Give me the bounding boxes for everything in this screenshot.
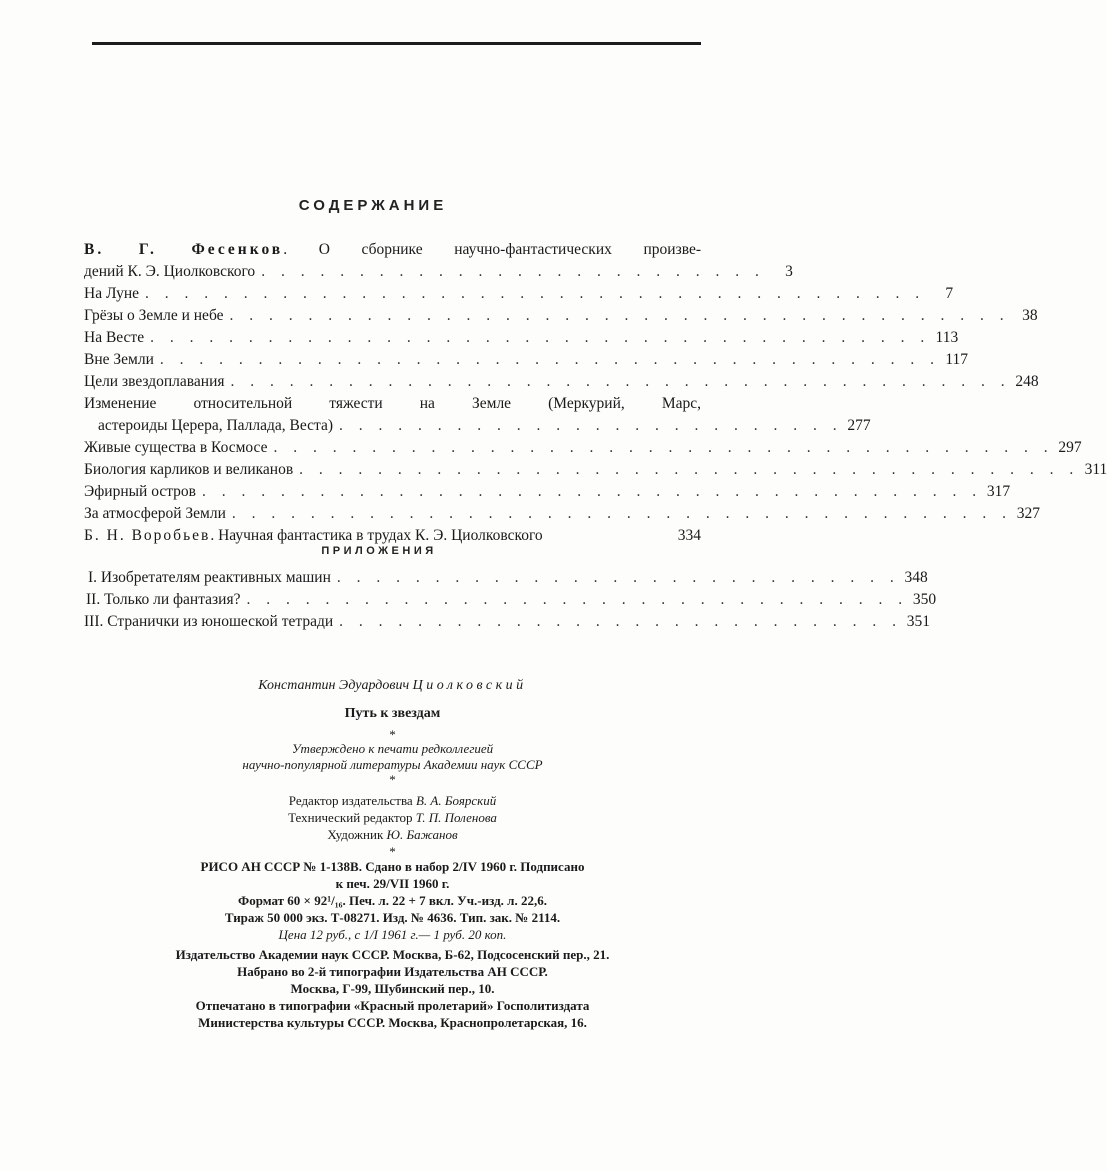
appendix-title: I. Изобретателям реактивных машин [88, 569, 331, 586]
toc-entry-gravity-cont [84, 415, 871, 437]
appendix-title: III. Странички из юношеской тетради [84, 613, 334, 630]
toc-entry-vorobev [84, 525, 701, 547]
toc-entry [84, 437, 1082, 459]
toc-entry-fesenkov [84, 239, 701, 261]
appendix-heading: ПРИЛОЖЕНИЯ [321, 545, 437, 557]
leader-dots: . . . . . . . . . . . . . . . . . . . . . . . . . . . . . . . . . . . . . . . . [299, 461, 1080, 478]
appendix-entry [84, 589, 937, 611]
price-line: Цена 12 руб., с 1/I 1961 г.— 1 руб. 20 коп. [278, 927, 507, 942]
editor-line [84, 792, 701, 809]
table-of-contents [84, 239, 1107, 547]
toc-entry [84, 283, 954, 305]
leader-dots: . . . . . . . . . . . . . . . . . . . . . . . . . . [339, 417, 843, 434]
toc-author: Б. Н. Воробьев [84, 527, 211, 544]
leader-dots: . . . . . . . . . . . . . . . . . . . . . . . . . . . . . . . . . . . . . . . . [150, 329, 931, 346]
toc-title: Эфирный остров [84, 483, 196, 500]
toc-entry-gravity [84, 393, 701, 415]
appendix-entry [84, 611, 931, 633]
tech-editor-line [84, 809, 701, 826]
appendix-list [84, 567, 937, 633]
artist-line [84, 826, 701, 843]
print-run-line: Тираж 50 000 экз. Т-08271. Изд. № 4636. Тип. зак. № 2114. [224, 910, 561, 925]
publisher-block [84, 946, 701, 1031]
leader-dots: . . . . . . . . . . . . . . . . . . . . . . . . . . . . . . . . . . . . . . . . [230, 373, 1011, 390]
toc-page: 317 [986, 483, 1011, 500]
leader-dots: . . . . . . . . . . . . . . . . . . . . . . . . . . . . . [336, 569, 900, 586]
toc-title: Живые существа в Космосе [84, 439, 268, 456]
leader-dots: . . . . . . . . . . . . . . . . . . . . . . . . . . . . . . . . . . . . . . . . [273, 439, 1054, 456]
separator-star: * [389, 844, 396, 859]
author-surname: Циолковский [412, 678, 527, 693]
printed-line: Министерства культуры СССР. Москва, Краснопролетарская, 16. [198, 1015, 587, 1030]
imprint-block [84, 858, 701, 943]
leader-dots: . . . . . . . . . . . . . . . . . . . . . . . . . . . . . [339, 613, 903, 630]
author-given: Константин Эдуардович [258, 678, 410, 693]
toc-title: За атмосферой Земли [84, 505, 226, 522]
editor-label: Редактор издательства [288, 793, 413, 808]
appendix-page: 351 [906, 613, 931, 630]
artist-name: Ю. Бажанов [386, 827, 458, 842]
toc-entry [84, 349, 968, 371]
book-title: Путь к звездам [344, 706, 441, 721]
appendix-entry [84, 567, 928, 589]
top-rule [92, 42, 701, 45]
author-line [84, 678, 701, 694]
toc-entry [84, 459, 1107, 481]
appendix-title: II. Только ли фантазия? [86, 591, 241, 608]
toc-entry [84, 503, 1040, 525]
toc-author: В. Г. Фесенков [84, 241, 284, 258]
toc-title-line2: дений К. Э. Циолковского [84, 263, 256, 280]
toc-title: На Весте [84, 329, 145, 346]
leader-dots: . . . . . . . . . . . . . . . . . . . . . . . . . . . . . . . . . . . . . . . . [229, 307, 1010, 324]
typeset-line: Набрано во 2-й типографии Издательства АН СССР. [237, 964, 548, 979]
leader-dots: . . . . . . . . . . . . . . . . . . . . . . . . . . [261, 263, 765, 280]
toc-title: Цели звездоплавания [84, 373, 225, 390]
toc-page: 327 [1016, 505, 1040, 522]
leader-dots: . . . . . . . . . . . . . . . . . . . . . . . . . . . . . . . . . . . . . . . . [231, 505, 1012, 522]
toc-page: 248 [1015, 373, 1039, 390]
toc-entry [84, 327, 959, 349]
appendix-page: 350 [912, 591, 937, 608]
toc-title: На Луне [84, 285, 139, 302]
contents-heading: СОДЕРЖАНИЕ [298, 197, 448, 214]
leader-dots: . . . . . . . . . . . . . . . . . . . . . . . . . . . . . . . . . . . . . . . . [145, 285, 926, 302]
toc-page: 297 [1058, 439, 1082, 456]
leader-dots: . . . . . . . . . . . . . . . . . . . . . . . . . . . . . . . . . . . . . . . . [202, 483, 983, 500]
appendix-page: 348 [904, 569, 928, 586]
editor-name: В. А. Боярский [415, 793, 497, 808]
printed-line: Отпечатано в типографии «Красный пролетарий» Госполитиздата [195, 998, 590, 1013]
toc-title-line1: . О сборнике научно-фантастических произве- [283, 241, 701, 258]
publisher-line: Издательство Академии наук СССР. Москва, Б-62, Подсосенский пер., 21. [175, 947, 610, 962]
leader-dots: . . . . . . . . . . . . . . . . . . . . . . . . . . . . . . . . . . . . . . . . [159, 351, 940, 368]
leader-dots: . . . . . . . . . . . . . . . . . . . . . . . . . . . . . . . . . . [246, 591, 909, 608]
toc-title: Грёзы о Земле и небе [84, 307, 224, 324]
toc-entry [84, 305, 1038, 327]
toc-entry-fesenkov-cont [84, 261, 793, 283]
toc-title: Биология карликов и великанов [84, 461, 294, 478]
typeset-address: Москва, Г-99, Шубинский пер., 10. [290, 981, 495, 996]
toc-title-line1: Изменение относительной тяжести на Земле (Меркурий, Марс, [84, 395, 701, 412]
toc-entry [84, 481, 1011, 503]
riso-line: к печ. 29/VII 1960 г. [335, 876, 450, 891]
tech-editor-label: Технический редактор [288, 810, 413, 825]
approved-line: научно-популярной литературы Академии наук СССР [242, 757, 543, 772]
artist-label: Художник [327, 827, 384, 842]
approval-block [84, 728, 701, 786]
separator-star: * [389, 727, 396, 742]
toc-title-line2: астероиды Церера, Паллада, Веста) [98, 417, 334, 434]
toc-page: 38 [1022, 307, 1038, 324]
riso-line: РИСО АН СССР № 1-138В. Сдано в набор 2/IV 1960 г. Подписано [200, 859, 585, 874]
approved-line: Утверждено к печати редколлегией [291, 741, 494, 756]
toc-page: 277 [847, 417, 871, 434]
toc-title: . Научная фантастика в трудах К. Э. Циолковского [210, 527, 543, 544]
toc-entry [84, 371, 1039, 393]
format-line: Формат 60 × 92¹/₁₆. Печ. л. 22 + 7 вкл. Уч.-изд. л. 22,6. [238, 893, 547, 908]
toc-page: 334 [677, 527, 701, 544]
toc-page: 113 [935, 329, 959, 346]
editors-block [84, 792, 701, 858]
toc-page: 3 [785, 263, 793, 280]
toc-page: 7 [945, 285, 954, 302]
toc-page: 311 [1084, 461, 1107, 478]
separator-star: * [389, 772, 396, 787]
toc-page: 117 [945, 351, 968, 368]
toc-title: Вне Земли [84, 351, 154, 368]
tech-editor-name: Т. П. Поленова [415, 810, 497, 825]
